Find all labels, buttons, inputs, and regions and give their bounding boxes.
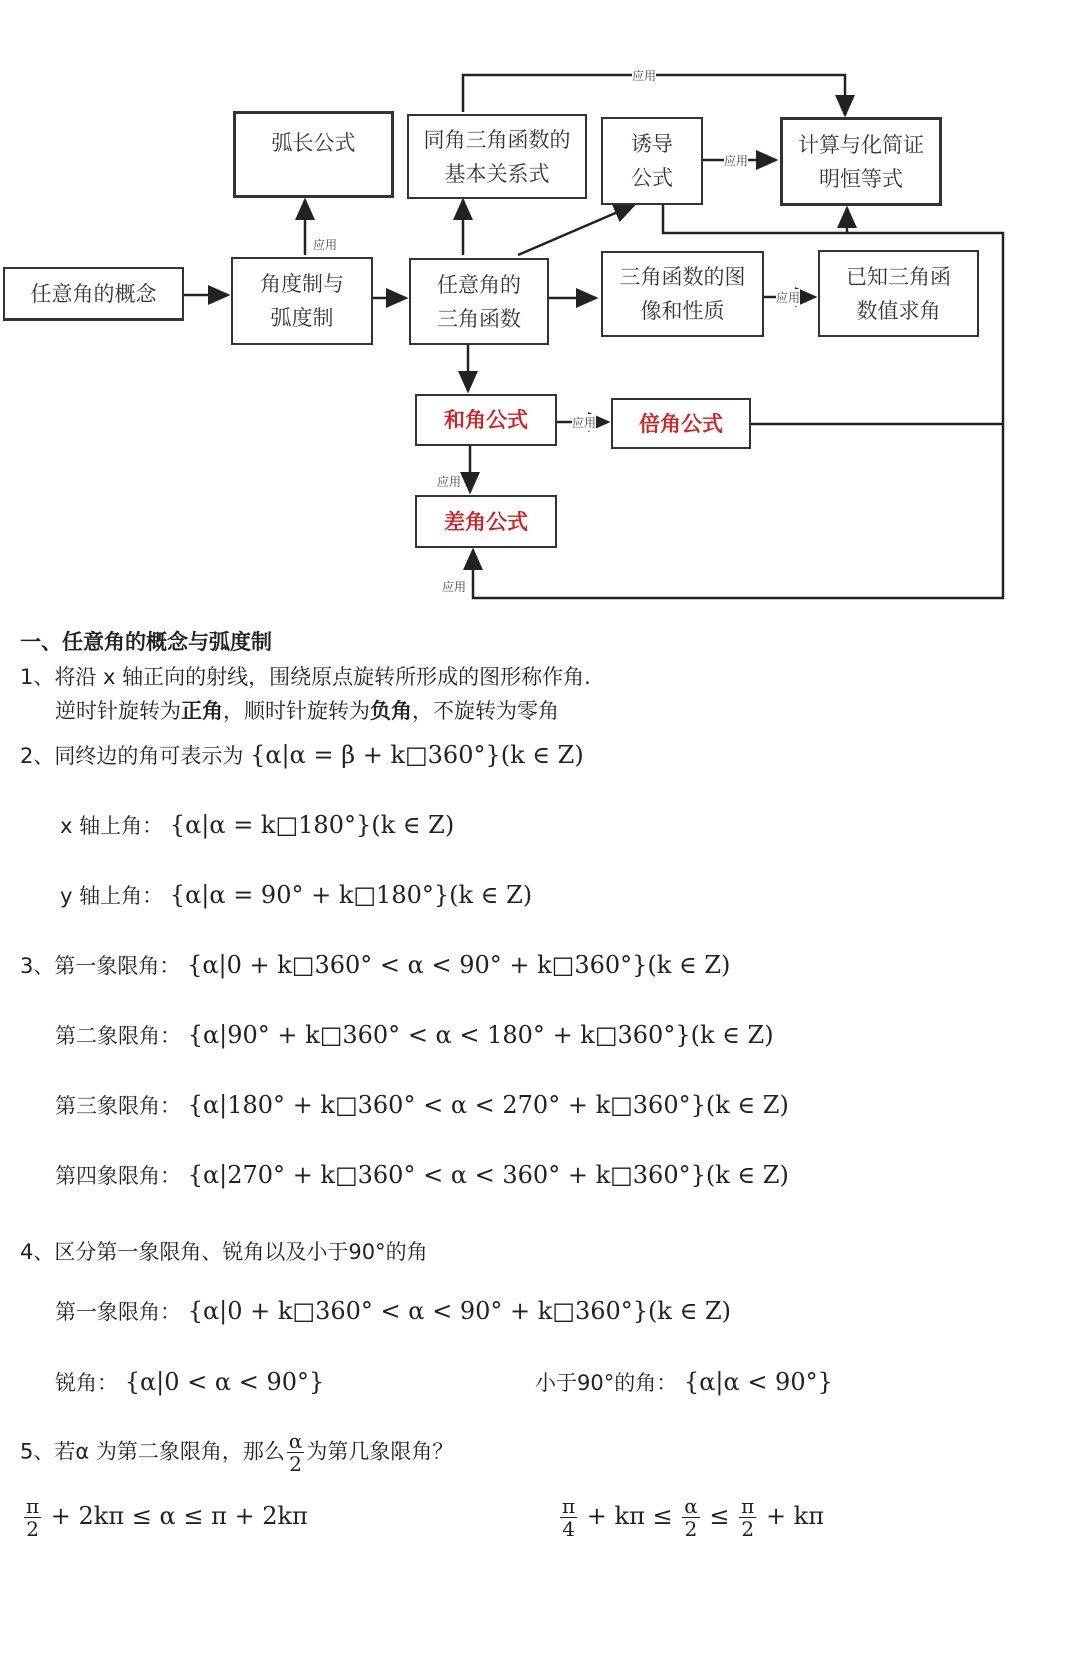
paragraph-1: 1、将沿 x 轴正向的射线，围绕原点旋转所形成的图形称作角. xyxy=(20,665,591,689)
apply-label: 应用 xyxy=(572,416,597,430)
formula: {α|270° + k□360° < α < 360° + k□360°}(k ∈ Z) xyxy=(187,1161,789,1189)
label: 2、同终边的角可表示为 xyxy=(20,744,244,768)
apply-label: 应用 xyxy=(632,69,657,83)
formula: {α|0 + k□360° < α < 90° + k□360°}(k ∈ Z) xyxy=(187,951,731,979)
text: 为第几象限角？ xyxy=(306,1439,454,1464)
numerator: π xyxy=(562,1494,576,1518)
box-graph-properties: 三角函数的图像和性质 xyxy=(601,251,764,337)
inequality-left xyxy=(22,1495,308,1540)
denominator: 2 xyxy=(684,1517,698,1541)
x-axis-angle xyxy=(60,810,454,840)
formula: {α|α = 90° + k□180°}(k ∈ Z) xyxy=(169,881,533,909)
label: 锐角： xyxy=(55,1371,118,1395)
formula: {α|90° + k□360° < α < 180° + k□360°}(k ∈ Z) xyxy=(187,1021,774,1049)
box-compute: 计算与化简证明恒等式 xyxy=(780,117,942,206)
item-5 xyxy=(20,1430,453,1475)
formula: {α|α = k□180°}(k ∈ Z) xyxy=(169,811,455,839)
text: 逆时针旋转为 xyxy=(55,699,181,723)
box-double-formula: 倍角公式 xyxy=(611,398,751,449)
formula: {α|α = β + k□360°}(k ∈ Z) xyxy=(250,741,584,769)
negative-angle: 负角 xyxy=(370,699,412,723)
positive-angle: 正角 xyxy=(181,699,223,723)
denominator: 2 xyxy=(289,1452,303,1476)
text: ，不旋转为零角 xyxy=(412,699,559,723)
box-degree-radian: 角度制与弧度制 xyxy=(231,257,373,345)
quadrant-1 xyxy=(20,950,730,980)
text: 5、若α 为第二象限角，那么 xyxy=(20,1439,285,1464)
quadrant-4 xyxy=(55,1160,789,1190)
text: + kπ xyxy=(765,1502,824,1530)
apply-label: 应用 xyxy=(442,580,467,594)
box-concept: 任意角的概念 xyxy=(3,267,184,321)
label: 3、第一象限角： xyxy=(20,954,181,978)
text: ，顺时针旋转为 xyxy=(223,699,370,723)
less-than-90 xyxy=(535,1367,833,1397)
box-arc-length: 弧长公式 xyxy=(233,111,394,198)
label: x 轴上角： xyxy=(60,814,164,838)
label: 第二象限角： xyxy=(55,1024,181,1048)
apply-label: 应用 xyxy=(776,291,801,305)
paragraph-1b xyxy=(55,695,559,725)
item-4: 4、区分第一象限角、锐角以及小于90°的角 xyxy=(20,1240,428,1264)
denominator: 4 xyxy=(562,1517,575,1541)
text: + 2kπ ≤ α ≤ π + 2kπ xyxy=(50,1502,308,1530)
label: 小于90°的角： xyxy=(535,1371,678,1395)
numerator: π xyxy=(741,1494,755,1518)
formula: {α|0 < α < 90°} xyxy=(124,1368,325,1396)
item-4-quadrant-1 xyxy=(55,1296,731,1326)
box-diff-formula: 差角公式 xyxy=(415,495,557,548)
label: y 轴上角： xyxy=(60,884,164,908)
quadrant-2 xyxy=(55,1020,774,1050)
box-sum-formula: 和角公式 xyxy=(415,394,557,446)
formula: {α|180° + k□360° < α < 270° + k□360°}(k ∈ Z) xyxy=(187,1091,789,1119)
denominator: 2 xyxy=(741,1517,755,1541)
item-2 xyxy=(20,740,584,770)
fraction xyxy=(560,1495,577,1540)
box-induction: 诱导公式 xyxy=(601,117,703,205)
numerator: α xyxy=(288,1429,303,1453)
apply-label: 应用 xyxy=(313,238,338,252)
apply-label: 应用 xyxy=(724,154,749,168)
label: 第一象限角： xyxy=(55,1300,181,1324)
quadrant-3 xyxy=(55,1090,789,1120)
fraction xyxy=(739,1495,756,1540)
formula: {α|α < 90°} xyxy=(683,1368,833,1396)
fraction xyxy=(24,1495,41,1540)
numerator: π xyxy=(26,1494,40,1518)
acute-angle xyxy=(55,1367,324,1397)
section-heading: 一、任意角的概念与弧度制 xyxy=(20,630,272,654)
box-find-angle: 已知三角函数值求角 xyxy=(818,250,979,337)
y-axis-angle xyxy=(60,880,532,910)
text: ≤ xyxy=(709,1502,730,1530)
fraction xyxy=(682,1495,700,1540)
numerator: α xyxy=(684,1494,698,1518)
label: 第三象限角： xyxy=(55,1094,181,1118)
box-trig-function: 任意角的三角函数 xyxy=(409,258,549,345)
box-same-angle: 同角三角函数的基本关系式 xyxy=(407,114,587,199)
inequality-right xyxy=(558,1495,824,1540)
formula: {α|0 + k□360° < α < 90° + k□360°}(k ∈ Z) xyxy=(187,1297,732,1325)
apply-label: 应用 xyxy=(437,475,462,489)
denominator: 2 xyxy=(26,1517,39,1541)
fraction xyxy=(287,1430,305,1475)
label: 第四象限角： xyxy=(55,1164,181,1188)
text: + kπ ≤ xyxy=(586,1502,673,1530)
